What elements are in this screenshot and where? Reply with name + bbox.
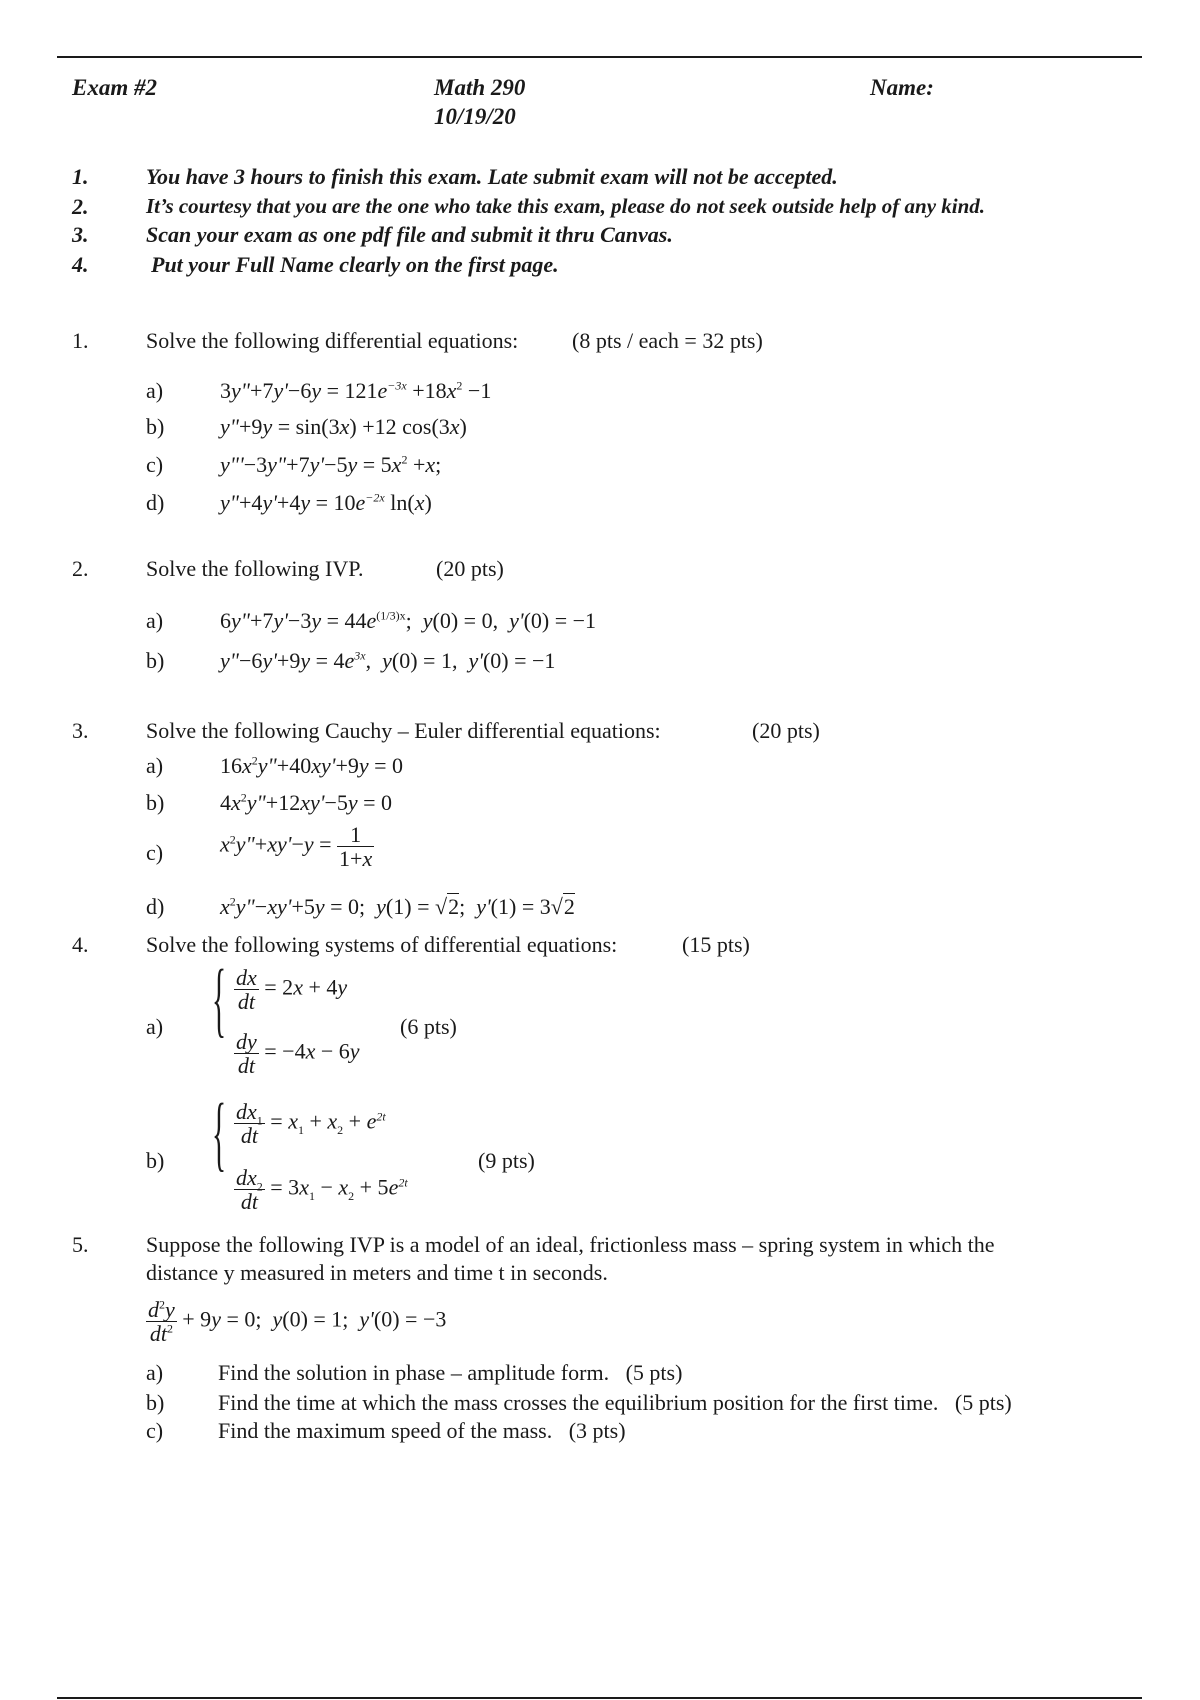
equation: $16x^2y"+40xy'+9y = 0$	[220, 753, 404, 778]
problem-prompt: Solve the following differential equations:	[146, 328, 519, 353]
problem-points: (20 pts)	[752, 718, 820, 743]
problem-number: 5.	[72, 1232, 89, 1257]
instruction-text: Put your Full Name clearly on the first page.	[151, 252, 559, 277]
equation: y"'−3y"+7y'−5y = $5x^2 +x$;	[220, 452, 442, 477]
part-label: c)	[146, 1418, 164, 1443]
part-text	[218, 1418, 626, 1444]
equation: 3y"+7y'−6y = $121e^{-3x} +18x^2 -1$	[220, 378, 492, 403]
part-label: d)	[146, 490, 165, 515]
part-label: c)	[146, 452, 164, 477]
bottom-rule	[57, 1697, 1142, 1699]
equation: $x^2y"+xy'-y$ = $\frac{1}{1+x}$	[220, 822, 373, 872]
problem-number: 1.	[72, 328, 89, 353]
instruction-text: It’s courtesy that you are the one who take this exam, please do not seek outside help of any kind.	[146, 194, 986, 218]
instruction-number: 1.	[72, 164, 89, 189]
problem-points: (20 pts)	[436, 556, 504, 581]
part-label: a)	[146, 608, 164, 633]
part-question: Find the time at which the mass crosses the equilibrium position for the first time.	[218, 1390, 939, 1415]
equation: y"+4y'+4y = $10e^{-2x}$ ln(x)	[220, 490, 432, 515]
instruction-number: 2.	[72, 194, 89, 219]
problem-points: (8 pts / each = 32 pts)	[572, 328, 763, 353]
instruction-text: You have 3 hours to finish this exam. Late submit exam will not be accepted.	[146, 164, 838, 189]
instruction-text: Scan your exam as one pdf file and submit it thru Canvas.	[146, 222, 673, 247]
equation: $4x^2y"+12xy'-5y = 0$	[220, 790, 393, 815]
part-text	[218, 1360, 682, 1386]
problem-prompt: Suppose the following IVP is a model of an ideal, frictionless mass – spring system in which the	[146, 1232, 995, 1257]
name-label: Name:	[870, 75, 934, 100]
instruction-number: 3.	[72, 222, 89, 247]
instruction-number: 4.	[72, 252, 89, 277]
system-brace: {	[212, 953, 227, 1046]
equation: $\frac{dy}{dt}$ = −4x − 6y	[236, 1029, 360, 1079]
top-rule	[57, 56, 1142, 58]
part-label: d)	[146, 894, 165, 919]
part-label: b)	[146, 790, 165, 815]
problem-prompt: Solve the following IVP.	[146, 556, 364, 581]
part-label: b)	[146, 1148, 165, 1173]
equation: $\frac{d^2y}{dt^2}$ + 9y = 0; y(0) = 1; y'(0) = −3	[148, 1297, 447, 1347]
problem-points: (15 pts)	[682, 932, 750, 957]
part-points: (9 pts)	[478, 1148, 535, 1173]
equation: 6y"+7y'−3y = $44e^{(1/3)x}$; y(0) = 0, y'(0) = −1	[220, 608, 597, 633]
part-text	[218, 1390, 1012, 1416]
system-brace: {	[212, 1087, 227, 1180]
exam-date: 10/19/20	[434, 104, 516, 129]
equation: $\frac{dx_1}{dt}$ = $x_1 + x_2 + e^{2t}$	[236, 1099, 386, 1149]
part-question: Find the solution in phase – amplitude form.	[218, 1360, 610, 1385]
equation: $x^2y"-xy'+5y = 0$; y(1) = √2; y'(1) = 3√2	[220, 894, 575, 919]
part-label: a)	[146, 1014, 164, 1039]
problem-number: 4.	[72, 932, 89, 957]
part-points: (5 pts)	[954, 1390, 1012, 1415]
course-name: Math 290	[434, 75, 526, 100]
part-label: b)	[146, 1390, 165, 1415]
part-question: Find the maximum speed of the mass.	[218, 1418, 553, 1443]
part-points: (5 pts)	[625, 1360, 683, 1385]
equation: y"−6y'+9y = $4e^{3x}$, y(0) = 1, y'(0) = −1	[220, 648, 556, 673]
equation: y"+9y = sin(3x) +12 cos(3x)	[220, 414, 467, 439]
part-label: b)	[146, 414, 165, 439]
part-label: a)	[146, 1360, 164, 1385]
part-label: b)	[146, 648, 165, 673]
part-points: (3 pts)	[568, 1418, 626, 1443]
part-label: a)	[146, 378, 164, 403]
problem-number: 3.	[72, 718, 89, 743]
problem-prompt: distance y measured in meters and time t in seconds.	[146, 1260, 608, 1285]
problem-number: 2.	[72, 556, 89, 581]
part-label: a)	[146, 753, 164, 778]
part-points: (6 pts)	[400, 1014, 457, 1039]
equation: $\frac{dx}{dt}$ = 2x + 4y	[236, 965, 348, 1015]
problem-prompt: Solve the following systems of differential equations:	[146, 932, 618, 957]
problem-prompt: Solve the following Cauchy – Euler differential equations:	[146, 718, 661, 743]
equation: $\frac{dx_2}{dt}$ = $3x_1 - x_2 + 5e^{2t}$	[236, 1165, 408, 1215]
part-label: c)	[146, 840, 164, 865]
exam-number: Exam #2	[72, 75, 157, 100]
